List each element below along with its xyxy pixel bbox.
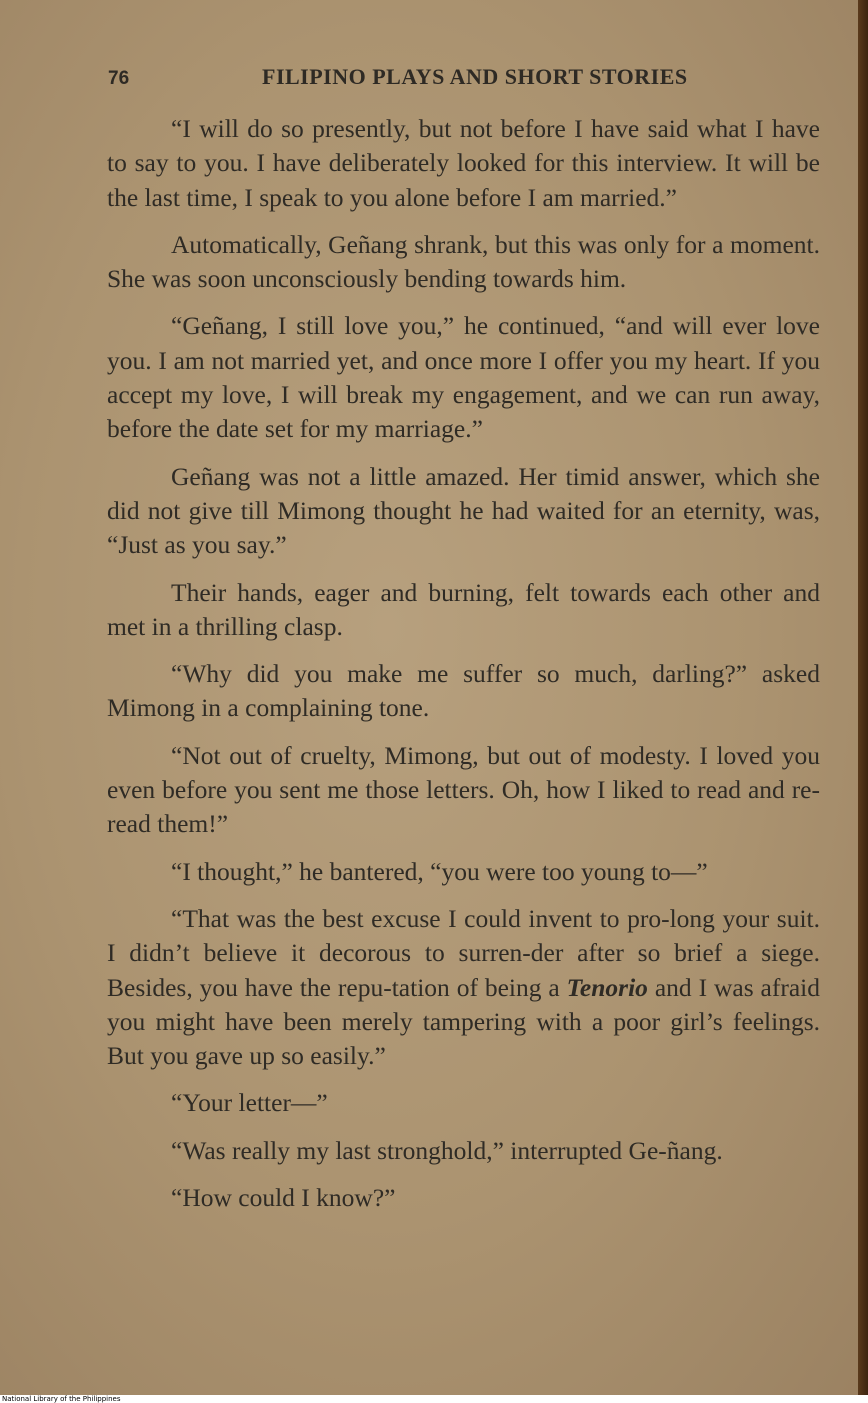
paragraph: “Not out of cruelty, Mimong, but out of modesty. I loved you even before you sent me those letters. Oh, how I liked to read and re-read them!” — [107, 740, 820, 839]
italic-term: Tenorio — [566, 972, 648, 1002]
paragraph: “Geñang, I still love you,” he continued, “and will ever love you. I am not married yet, and once more I offer you my heart. If you accept my love, I will break my engagement, and we can run away, before the date set for my marriage.” — [107, 311, 820, 444]
paragraph: “How could I know?” — [171, 1183, 396, 1213]
paragraph: “Your letter—” — [171, 1088, 328, 1118]
page-number: 76 — [108, 68, 130, 89]
paragraph: “I will do so presently, but not before I have said what I have to say to you. I have deliberately looked for this interview. It will be the last time, I speak to you alone before I am married.” — [107, 114, 820, 212]
story-text — [107, 112, 820, 1228]
scan-credit: National Library of the Philippines — [0, 1395, 868, 1403]
paragraph: Automatically, Geñang shrank, but this was only for a moment. She was soon unconsciously bending towards him. — [107, 229, 820, 294]
running-title: FILIPINO PLAYS AND SHORT STORIES — [262, 64, 688, 89]
paragraph: “Was really my last stronghold,” interrupted Ge-ñang. — [171, 1135, 723, 1165]
paragraph: Geñang was not a little amazed. Her timid answer, which she did not give till Mimong thought he had waited for an eternity, was, “Just as you say.” — [107, 461, 820, 560]
paragraph: Their hands, eager and burning, felt towards each other and met in a thrilling clasp. — [107, 577, 820, 641]
paragraph: “That was the best excuse I could invent to pro-long your suit. I didn’t believe it decorous to surren-der after so brief a siege. Besides, you have the repu-tation of being a Tenorio and I was afraid you might have been merely tampering with a poor girl’s feelings. But you gave up so easily.” — [107, 903, 821, 1071]
paragraph: “Why did you make me suffer so much, darling?” asked Mimong in a complaining tone. — [107, 659, 820, 723]
page-header — [0, 60, 858, 100]
page-edge — [858, 0, 868, 1395]
paragraph: “I thought,” he bantered, “you were too young to—” — [171, 856, 708, 886]
